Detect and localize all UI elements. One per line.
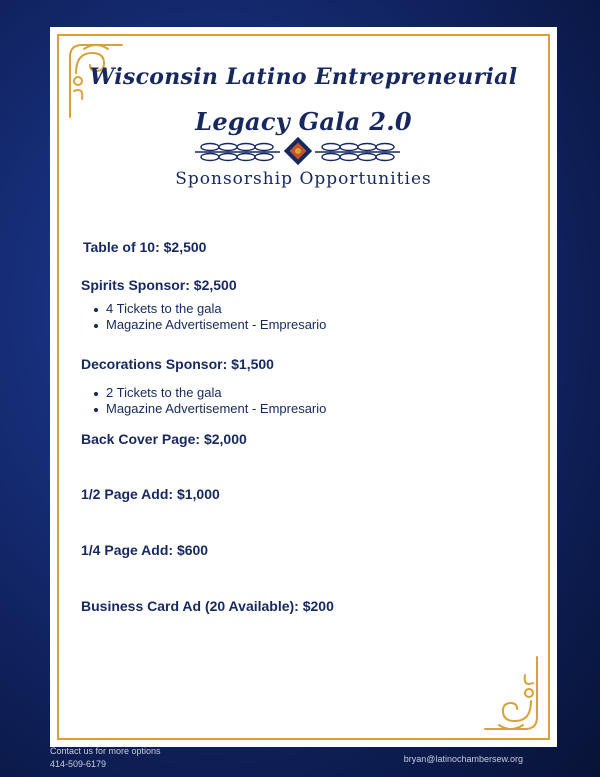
half-page-heading: 1/2 Page Add: $1,000 — [81, 486, 220, 502]
list-item: 4 Tickets to the gala — [92, 301, 326, 317]
business-card-heading: Business Card Ad (20 Available): $200 — [81, 598, 334, 614]
back-cover-heading: Back Cover Page: $2,000 — [81, 431, 247, 447]
decorations-benefits-list — [92, 385, 326, 417]
list-item: Magazine Advertisement - Empresario — [92, 401, 326, 417]
ornament-corner-icon — [475, 647, 545, 737]
footer-contact — [50, 745, 161, 771]
list-item: Magazine Advertisement - Empresario — [92, 317, 326, 333]
quarter-page-heading: 1/4 Page Add: $600 — [81, 542, 209, 558]
spirits-benefits-list — [92, 301, 326, 333]
list-item: 2 Tickets to the gala — [92, 385, 326, 401]
contact-phone: 414-509-6179 — [50, 759, 107, 769]
decorations-sponsor-heading: Decorations Sponsor: $1,500 — [81, 356, 274, 372]
table-of-10-heading: Table of 10: $2,500 — [83, 239, 207, 255]
subtitle: Sponsorship Opportunities — [175, 169, 432, 189]
event-title-line2: Legacy Gala 2.0 — [195, 107, 412, 136]
laurel-emblem-icon — [190, 137, 405, 167]
spirits-sponsor-heading: Spirits Sponsor: $2,500 — [81, 277, 237, 293]
event-title-line1: Wisconsin Latino Entrepreneurial — [89, 64, 518, 90]
contact-email[interactable]: bryan@latinochambersew.org — [403, 754, 523, 764]
flyer-card — [50, 27, 557, 747]
contact-note: Contact us for more options — [50, 746, 161, 756]
